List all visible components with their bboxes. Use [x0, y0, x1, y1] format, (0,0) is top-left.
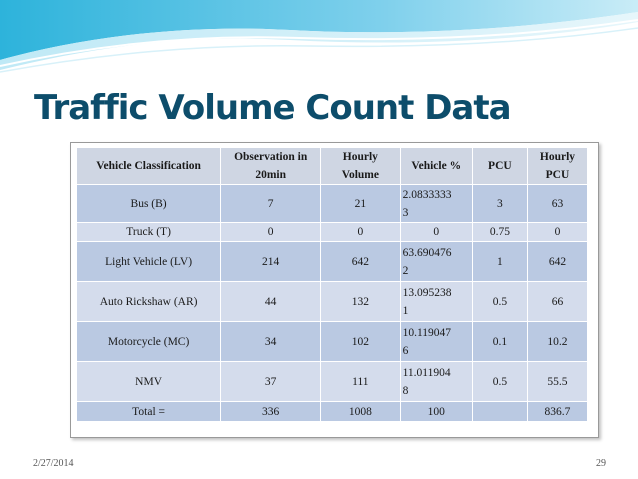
cell-observation: 44 [221, 282, 321, 322]
cell-pcu: 1 [472, 242, 527, 282]
cell-classification: Truck (T) [77, 223, 221, 242]
slide-date: 2/27/2014 [33, 458, 74, 469]
header-hourly-pcu: Hourly PCU [527, 148, 587, 185]
cell-vehicle-percent: 10.119047 6 [400, 322, 472, 362]
table-row-motorcycle [77, 322, 588, 362]
cell-classification: Auto Rickshaw (AR) [77, 282, 221, 322]
cell-hourly-volume: 102 [321, 322, 400, 362]
slide-title: Traffic Volume Count Data [34, 88, 511, 128]
table-row-truck [77, 223, 588, 242]
cell-pcu: 3 [472, 185, 527, 223]
cell-hourly-volume: 1008 [321, 402, 400, 422]
cell-pcu: 0.1 [472, 322, 527, 362]
cell-classification: Light Vehicle (LV) [77, 242, 221, 282]
cell-observation: 214 [221, 242, 321, 282]
cell-classification: Bus (B) [77, 185, 221, 223]
slide-page-number: 29 [596, 458, 606, 469]
cell-hourly-volume: 642 [321, 242, 400, 282]
cell-observation: 37 [221, 362, 321, 402]
cell-pcu: 0.5 [472, 282, 527, 322]
cell-hourly-pcu: 10.2 [527, 322, 587, 362]
cell-hourly-pcu: 66 [527, 282, 587, 322]
cell-observation: 7 [221, 185, 321, 223]
header-observation: Observation in 20min [221, 148, 321, 185]
table-row-nmv [77, 362, 588, 402]
cell-vehicle-percent: 13.095238 1 [400, 282, 472, 322]
table-row-bus [77, 185, 588, 223]
cell-hourly-volume: 0 [321, 223, 400, 242]
cell-vehicle-percent: 0 [400, 223, 472, 242]
cell-pcu: 0.5 [472, 362, 527, 402]
cell-classification: Motorcycle (MC) [77, 322, 221, 362]
header-vehicle-classification: Vehicle Classification [77, 148, 221, 185]
cell-hourly-volume: 21 [321, 185, 400, 223]
traffic-volume-table [76, 147, 588, 422]
cell-hourly-pcu: 836.7 [527, 402, 587, 422]
cell-pcu [472, 402, 527, 422]
table-row-auto-rickshaw [77, 282, 588, 322]
cell-pcu: 0.75 [472, 223, 527, 242]
cell-observation: 34 [221, 322, 321, 362]
cell-hourly-pcu: 0 [527, 223, 587, 242]
cell-classification: Total = [77, 402, 221, 422]
cell-hourly-pcu: 642 [527, 242, 587, 282]
header-hourly-volume: Hourly Volume [321, 148, 400, 185]
cell-classification: NMV [77, 362, 221, 402]
cell-hourly-volume: 111 [321, 362, 400, 402]
cell-observation: 0 [221, 223, 321, 242]
cell-hourly-volume: 132 [321, 282, 400, 322]
cell-vehicle-percent: 100 [400, 402, 472, 422]
cell-observation: 336 [221, 402, 321, 422]
table-row-total [77, 402, 588, 422]
header-pcu: PCU [472, 148, 527, 185]
table-image-frame [70, 142, 599, 438]
header-vehicle-percent: Vehicle % [400, 148, 472, 185]
cell-vehicle-percent: 63.690476 2 [400, 242, 472, 282]
header-wave-decoration [0, 0, 638, 78]
cell-hourly-pcu: 55.5 [527, 362, 587, 402]
table-row-light-vehicle [77, 242, 588, 282]
cell-hourly-pcu: 63 [527, 185, 587, 223]
cell-vehicle-percent: 2.0833333 3 [400, 185, 472, 223]
cell-vehicle-percent: 11.011904 8 [400, 362, 472, 402]
table-header-row [77, 148, 588, 185]
